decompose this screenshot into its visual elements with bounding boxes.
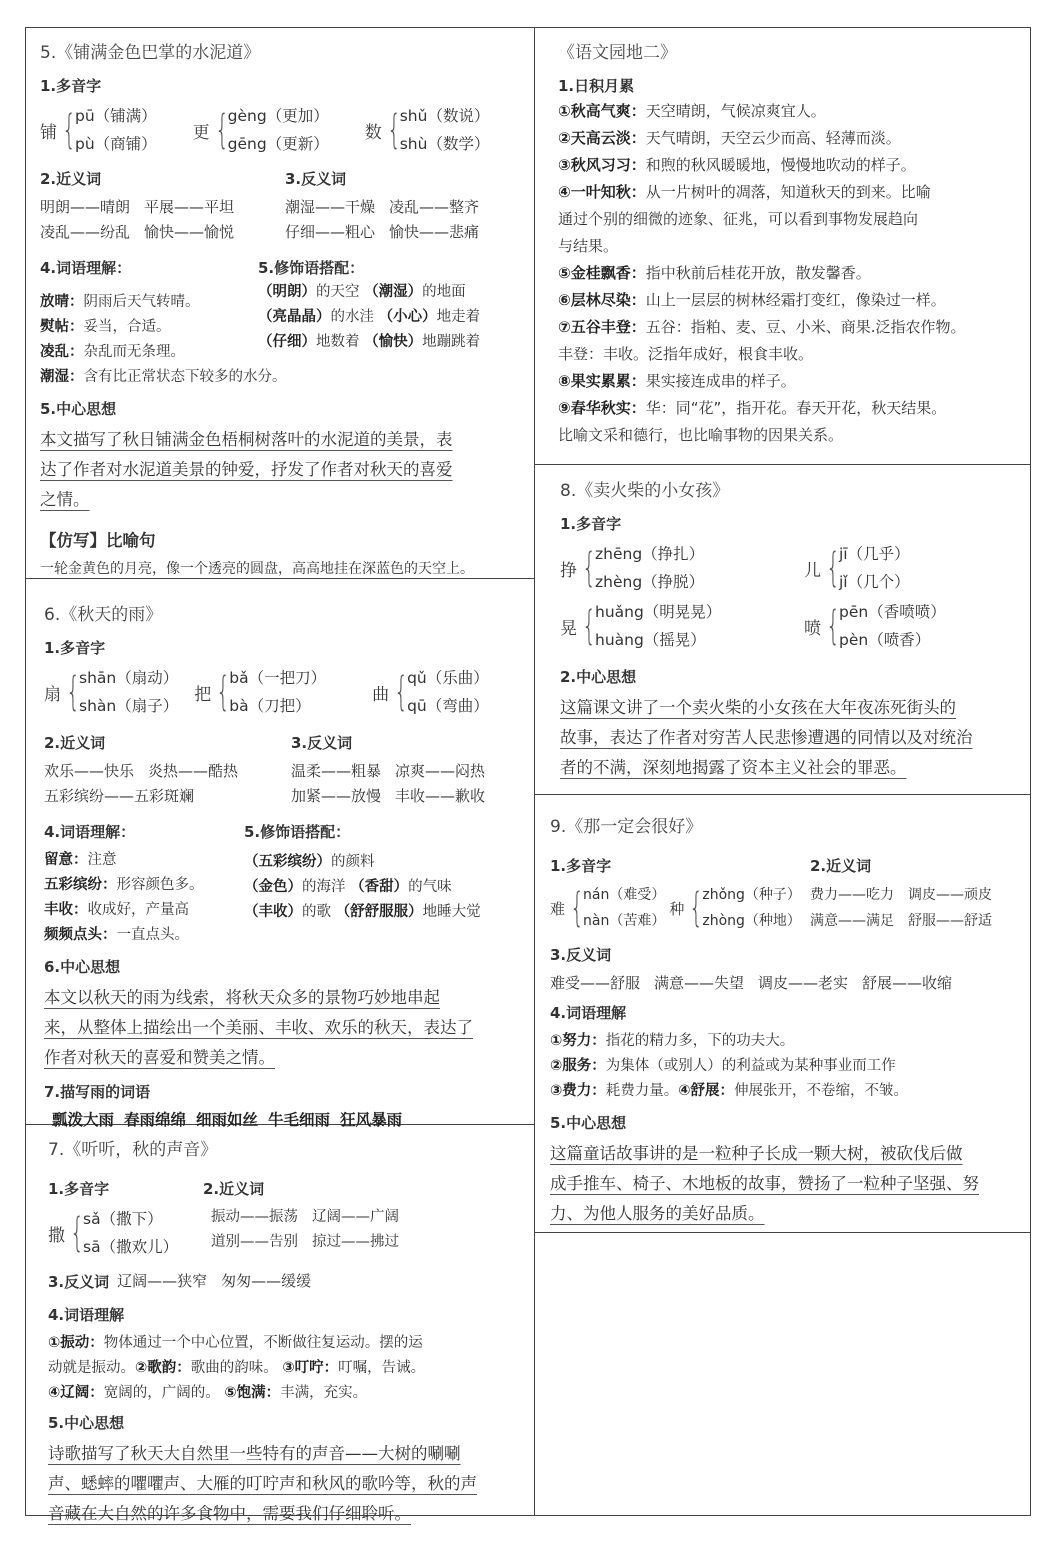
meaning: 阴雨后天气转晴。: [83, 294, 200, 310]
meaning: 指花的精力多，下的功夫大。: [605, 1033, 795, 1049]
modifier: （丰收）: [244, 904, 302, 920]
synonym-pair: 掠过——拂过: [312, 1234, 399, 1250]
meaning: 物体通过一个中心位置，不断做往复运动。摆的运: [103, 1335, 423, 1351]
word: ②服务：: [550, 1058, 606, 1074]
antonym-pair: 仔细——粗心: [285, 223, 376, 241]
word: ①振动：: [48, 1335, 104, 1351]
antonyms: [291, 726, 530, 809]
polyphone-char: 数: [364, 122, 382, 143]
main-idea-line: 来，从整体上描绘出一个美丽、丰收、欢乐的秋天，表达了: [44, 1018, 473, 1037]
reading-b: jǐ（几个）: [839, 573, 910, 591]
polyphone-char: 撒: [48, 1225, 65, 1246]
words-mod-block: [44, 815, 530, 948]
brace-icon: {: [214, 107, 229, 153]
modifier: （亮晶晶）: [258, 309, 331, 325]
polyphone-char: 曲: [372, 684, 390, 705]
reading-b: shù（数学）: [399, 135, 490, 153]
syn-ant-block: [40, 162, 530, 245]
reading-a: huǎng（明晃晃）: [595, 603, 722, 621]
reading-a: zhǒng（种子）: [702, 887, 801, 903]
reading-a: qǔ（乐曲）: [407, 669, 489, 687]
main-idea-line: 成手推车、椅子、木地板的故事，赞扬了一粒种子坚强、努: [550, 1174, 979, 1193]
meaning: 为集体（或别人）的利益或为某种事业而工作: [605, 1058, 896, 1074]
brace-icon: {: [216, 669, 231, 715]
reading-b: zhòng（种地）: [702, 913, 801, 929]
reading-b: gēng（更新）: [227, 135, 329, 153]
meaning: 妥当，合适。: [83, 319, 171, 335]
idiom-meaning: 果实接连成串的样子。: [645, 372, 796, 390]
meaning: 歌曲的韵味。: [190, 1360, 278, 1376]
synonym-pair: 炎热——酷热: [148, 762, 239, 780]
modifier-pairs: [244, 815, 530, 948]
main-idea-line: 力、为他人服务的美好品质。: [550, 1204, 765, 1223]
antonym-pair: 调皮——老实: [758, 974, 849, 992]
word: ⑤饱满：: [224, 1385, 281, 1401]
synonym-pair: 凌乱——纷乱: [40, 223, 131, 241]
reading-a: pū（铺满）: [75, 107, 157, 125]
reading-a: shǔ（数说）: [399, 107, 490, 125]
idiom: ⑧果实累累：: [558, 372, 646, 390]
reading-a: jī（几乎）: [839, 545, 910, 563]
synonym-pair: 满意——满足: [810, 913, 894, 929]
idiom: ⑨春华秋实：: [558, 399, 646, 417]
idiom: ③秋风习习：: [558, 156, 646, 174]
modified: 的地面: [422, 284, 466, 300]
section-9: [550, 812, 1026, 1229]
reading-a: pēn（香喷喷）: [839, 603, 946, 621]
meaning: 收成好，产量高: [87, 902, 189, 918]
main-idea-line: 本文描写了秋日铺满金色梧桐树落叶的水泥道的美景，表: [40, 430, 453, 449]
heading-polyphones: 1.多音字: [550, 857, 612, 875]
reading-b: bà（刀把）: [229, 697, 311, 715]
section-title: 《语文园地二》: [558, 43, 677, 63]
section-yuwen-yuandi: [558, 38, 1026, 449]
heading-modifiers: 5.修饰语搭配：: [244, 823, 351, 841]
brace-icon: {: [826, 603, 841, 649]
word-meanings: [40, 251, 258, 365]
heading-main-idea: 5.中心思想: [48, 1414, 125, 1432]
idiom-meaning: 通过个别的细微的迹象、征兆，可以看到事物发展趋向: [558, 210, 919, 228]
main-idea-line: 诗歌描写了秋天大自然里一些特有的声音——大树的唰唰: [48, 1444, 461, 1463]
polyphone-item: [804, 540, 910, 596]
brace-icon: {: [689, 885, 704, 931]
word: ④辽阔：: [48, 1385, 104, 1401]
words-mod-block: [40, 251, 530, 365]
meaning: 宽阔的，广阔的。: [103, 1385, 220, 1401]
heading-antonyms: 3.反义词: [550, 946, 612, 964]
modifier: （小心）: [378, 309, 437, 325]
antonyms: [550, 971, 1026, 996]
modified: 的气味: [408, 879, 452, 895]
column-divider: [534, 27, 535, 1516]
polyphone-item: [669, 882, 801, 934]
meaning: 耗费力量。: [605, 1083, 679, 1099]
synonym-pair: 愉快——愉悦: [144, 223, 235, 241]
heading-antonyms: 3.反义词: [291, 734, 353, 752]
polyphone-row: [560, 598, 1026, 654]
heading-word-meanings: 4.词语理解: [550, 1004, 627, 1022]
reading-b: sā（撒欢儿）: [83, 1238, 179, 1256]
modifier: （潮湿）: [364, 284, 423, 300]
rain-word: 瓢泼大雨: [52, 1111, 115, 1129]
brace-icon: {: [582, 603, 597, 649]
modified: 的天空: [316, 284, 360, 300]
rain-word: 牛毛细雨: [268, 1111, 331, 1129]
idiom: ⑥层林尽染：: [558, 291, 646, 309]
reading-b: nàn（苦难）: [583, 913, 666, 929]
polyphone-item: [365, 102, 490, 158]
synonym-pair: 费力——吃力: [810, 887, 894, 903]
modified: 的海洋: [302, 879, 346, 895]
heading-main-idea: 6.中心思想: [44, 958, 121, 976]
divider-right-2: [534, 794, 1031, 795]
polyphone-item: [560, 540, 778, 596]
synonym-pair: 舒服——舒适: [908, 913, 992, 929]
reading-a: nán（难受）: [583, 887, 666, 903]
main-idea-line: 者的不满，深刻地揭露了资本主义社会的罪恶。: [560, 758, 907, 777]
modified: 的水洼: [330, 309, 374, 325]
idiom-meaning: 比喻文采和德行，也比喻事物的因果关系。: [558, 426, 844, 444]
idiom-meaning: 与结果。: [558, 237, 619, 255]
section-title: 5.《铺满金色巴掌的水泥道》: [40, 43, 261, 63]
brace-icon: {: [62, 107, 77, 153]
reading-b: pèn（喷香）: [839, 631, 931, 649]
word: 熨帖：: [40, 319, 84, 335]
synonym-pair: 道别——告别: [211, 1234, 298, 1250]
reading-b: huàng（摇晃）: [595, 631, 706, 649]
section-title: 6.《秋天的雨》: [44, 605, 163, 625]
rain-word: 细雨如丝: [196, 1111, 259, 1129]
brace-icon: {: [394, 669, 409, 715]
modifier: （愉快）: [364, 334, 423, 350]
modifier: （香甜）: [350, 879, 409, 895]
main-idea-line: 作者对秋天的喜爱和赞美之情。: [44, 1048, 275, 1067]
reading-b: shàn（扇子）: [79, 697, 179, 715]
heading-modifiers: 5.修饰语搭配：: [258, 259, 365, 277]
antonym-pair: 温柔——粗暴: [291, 762, 382, 780]
polyphone-char: 挣: [560, 560, 577, 581]
heading-polyphones: 1.多音字: [40, 77, 102, 95]
antonyms: [48, 1265, 530, 1298]
heading-word-meanings: 4.词语理解: [48, 1306, 125, 1324]
polyphone-row: [40, 102, 530, 158]
polyphone-char: 晃: [560, 618, 577, 639]
word: ④舒展：: [678, 1083, 735, 1099]
synonym-pair: 欢乐——快乐: [44, 762, 135, 780]
brace-icon: {: [386, 107, 401, 153]
syn-ant-block: [44, 726, 530, 809]
synonym-pair: 平展——平坦: [144, 198, 235, 216]
divider-right-3: [534, 1232, 1031, 1233]
reading-a: bǎ（一把刀）: [229, 669, 327, 687]
reading-b: qū（弯曲）: [407, 697, 489, 715]
polyphone-char: 喷: [804, 618, 821, 639]
brace-icon: {: [826, 545, 841, 591]
section-7: [48, 1135, 530, 1529]
meaning: 一直点头。: [116, 927, 189, 943]
modified: 的歌: [302, 904, 331, 920]
polyphone-char: 更: [192, 122, 210, 143]
word: ②歌韵：: [135, 1360, 191, 1376]
word: 潮湿：: [40, 369, 84, 385]
heading-imitation: 【仿写】比喻句: [40, 531, 156, 550]
main-idea-line: 之情。: [40, 490, 90, 509]
word: 丰收：: [44, 902, 88, 918]
heading-accumulation: 1.日积月累: [558, 77, 635, 95]
word-meanings: [44, 815, 244, 948]
reading-a: zhēng（挣扎）: [595, 545, 705, 563]
heading-rain-words: 7.描写雨的词语: [44, 1083, 151, 1101]
main-idea-line: 音藏在大自然的许多食物中，需要我们仔细聆听。: [48, 1504, 411, 1523]
polyphone-row: [44, 664, 530, 720]
divider-right-1: [534, 464, 1031, 465]
synonym-pair: 明朗——晴朗: [40, 198, 131, 216]
idiom-meaning: 和煦的秋风暖暖地，慢慢地吹动的样子。: [645, 156, 916, 174]
polyphone-char: 扇: [44, 684, 61, 705]
synonyms: [810, 849, 1026, 934]
heading-synonyms: 2.近义词: [810, 857, 872, 875]
idiom-meaning: 丰登：丰收。泛指年成好，根食丰收。: [558, 345, 814, 363]
antonym-pair: 满意——失望: [654, 974, 745, 992]
brace-icon: {: [570, 885, 585, 931]
section-8: [560, 476, 1026, 783]
meaning: 丰满，充实。: [280, 1385, 368, 1401]
antonym-pair: 丰收——歉收: [395, 787, 486, 805]
polyphone-item: [804, 598, 946, 654]
antonym-pair: 凌乱——整齐: [389, 198, 480, 216]
polyphone-item: [550, 882, 665, 934]
meaning: 形容颜色多。: [116, 877, 204, 893]
polyphone-item: [40, 102, 157, 158]
main-idea-line: 本文以秋天的雨为线索，将秋天众多的景物巧妙地串起: [44, 988, 440, 1007]
heading-main-idea: 2.中心思想: [560, 668, 637, 686]
polyphone-item: [560, 598, 778, 654]
word: 频频点头：: [44, 927, 117, 943]
brace-icon: {: [70, 1210, 85, 1256]
meaning: 动就是振动。: [48, 1360, 135, 1376]
modified: 地数着: [316, 334, 360, 350]
main-idea-line: 声、蟋蟀的㘗㘗声、大雁的叮咛声和秋风的歌吟等，秋的声: [48, 1474, 477, 1493]
section-5: [40, 38, 530, 581]
heading-synonyms: 2.近义词: [203, 1180, 265, 1198]
modified: 地睡大觉: [422, 904, 481, 920]
word: 凌乱：: [40, 344, 84, 360]
synonyms: [40, 162, 285, 245]
antonyms: [285, 162, 530, 245]
modifier: （明朗）: [258, 284, 316, 300]
reading-b: pù（商铺）: [75, 135, 157, 153]
synonym-pair: 调皮——顽皮: [908, 887, 992, 903]
meaning: 叮嘱，告诫。: [338, 1360, 426, 1376]
idiom-meaning: 从一片树叶的凋落，知道秋天的到来。比喻: [645, 183, 931, 201]
antonym-pair: 凉爽——闷热: [395, 762, 486, 780]
polyphone-item: [194, 664, 326, 720]
rain-words: [52, 1108, 530, 1130]
modifier-pairs: [258, 251, 530, 365]
antonym-pair: 舒展——收缩: [862, 974, 953, 992]
antonym-pair: 辽阔——狭窄: [117, 1272, 208, 1290]
section-6: [44, 600, 530, 1130]
imitation-sentence: 一轮金黄色的月亮，像一个透亮的圆盘，高高地挂在深蓝色的天空上。: [40, 561, 474, 577]
synonyms: [203, 1172, 530, 1261]
modifier: （金色）: [244, 879, 302, 895]
brace-icon: {: [582, 545, 597, 591]
polyphone-item: [193, 102, 329, 158]
word: 放晴：: [40, 294, 84, 310]
antonym-pair: 匆匆——缓缓: [221, 1272, 312, 1290]
heading-synonyms: 2.近义词: [40, 170, 102, 188]
main-idea-line: 这篇童话故事讲的是一粒种子长成一颗大树，被砍伐后做: [550, 1144, 963, 1163]
heading-antonyms: 3.反义词: [285, 170, 347, 188]
polyphone-row: [560, 540, 1026, 596]
antonym-pair: 愉快——悲痛: [389, 223, 480, 241]
heading-synonyms: 2.近义词: [44, 734, 106, 752]
polyphone-item: [48, 1205, 177, 1261]
polyphone-char: 难: [550, 899, 566, 918]
idiom: ①秋高气爽：: [558, 102, 646, 120]
antonym-pair: 难受——舒服: [550, 974, 641, 992]
synonym-pair: 五彩缤纷——五彩斑斓: [44, 787, 195, 805]
idiom-meaning: 山上一层层的树林经霜打变红，像染过一样。: [645, 291, 946, 309]
brace-icon: {: [66, 669, 81, 715]
heading-word-meanings: 4.词语理解：: [44, 823, 136, 841]
modifier: （舒舒服服）: [335, 904, 423, 920]
meaning: 伸展张开，不卷缩，不皱。: [734, 1083, 909, 1099]
idiom-meaning: 指中秋前后桂花开放，散发馨香。: [645, 264, 871, 282]
polyphones: [550, 849, 810, 934]
heading-main-idea: 5.中心思想: [550, 1114, 627, 1132]
polyphone-row: [550, 882, 810, 934]
synonyms: [44, 726, 291, 809]
polyphone-item: [372, 664, 489, 720]
heading-word-meanings: 4.词语理解：: [40, 259, 132, 277]
meaning: 杂乱而无条理。: [83, 344, 185, 360]
reading-b: zhèng（挣脱）: [595, 573, 705, 591]
word: ③费力：: [550, 1083, 606, 1099]
meaning: 注意: [87, 852, 117, 868]
idiom-meaning: 天气晴朗，天空云少而高、轻薄而淡。: [645, 129, 901, 147]
polyphone-char: 铺: [40, 122, 57, 143]
modified: 地蹦跳着: [422, 334, 481, 350]
idiom-meaning: 五谷：指粕、麦、豆、小米、商果.泛指农作物。: [645, 318, 966, 336]
modifier: （五彩缤纷）: [244, 854, 331, 870]
heading-antonyms: 3.反义词: [48, 1273, 110, 1291]
main-idea-line: 故事，表达了作者对穷苦人民悲惨遭遇的同情以及对统治: [560, 728, 973, 747]
synonym-pair: 振动——振荡: [211, 1209, 298, 1225]
section-title: 9.《那一定会很好》: [550, 817, 703, 837]
idiom-meaning: 华：同“花”，指开花。春天开花，秋天结果。: [645, 399, 947, 417]
meaning: 含有比正常状态下较多的水分。: [83, 369, 287, 385]
antonym-pair: 潮湿——干燥: [285, 198, 376, 216]
modified: 地走着: [436, 309, 481, 325]
heading-main-idea: 5.中心思想: [40, 400, 117, 418]
word: 五彩缤纷：: [44, 877, 117, 893]
idiom: ⑤金桂飘香：: [558, 264, 646, 282]
heading-polyphones: 1.多音字: [44, 639, 106, 657]
polyphone-char: 儿: [804, 560, 821, 581]
idiom-meaning: 天空晴朗，气候凉爽宜人。: [645, 102, 826, 120]
heading-polyphones: 1.多音字: [560, 515, 622, 533]
word: ③叮咛：: [282, 1360, 339, 1376]
main-idea-line: 达了作者对水泥道美景的钟爱，抒发了作者对秋天的喜爱: [40, 460, 453, 479]
idiom: ②天高云淡：: [558, 129, 646, 147]
rain-word: 狂风暴雨: [340, 1111, 403, 1129]
main-idea-line: 这篇课文讲了一个卖火柴的小女孩在大年夜冻死街头的: [560, 698, 956, 717]
poly-syn-block: [48, 1172, 530, 1261]
reading-a: sǎ（撒下）: [83, 1210, 163, 1228]
polyphone-char: 把: [194, 684, 212, 705]
rain-word: 春雨绵绵: [124, 1111, 187, 1129]
idiom: ⑦五谷丰登：: [558, 318, 646, 336]
antonym-pair: 加紧——放慢: [291, 787, 382, 805]
idiom: ④一叶知秋：: [558, 183, 646, 201]
heading-polyphones: 1.多音字: [48, 1180, 110, 1198]
word: 留意：: [44, 852, 88, 868]
polyphones: [48, 1172, 203, 1261]
reading-a: shān（扇动）: [79, 669, 179, 687]
modified: 的颜料: [331, 854, 375, 870]
reading-a: gèng（更加）: [227, 107, 329, 125]
polyphone-item: [44, 664, 178, 720]
section-title: 7.《听听，秋的声音》: [48, 1140, 218, 1160]
word: ①努力：: [550, 1033, 606, 1049]
polyphone-char: 种: [669, 899, 685, 918]
section-title: 8.《卖火柴的小女孩》: [560, 481, 730, 501]
modifier: （仔细）: [258, 334, 316, 350]
poly-syn-block: [550, 849, 1026, 934]
synonym-pair: 辽阔——广阔: [312, 1209, 399, 1225]
